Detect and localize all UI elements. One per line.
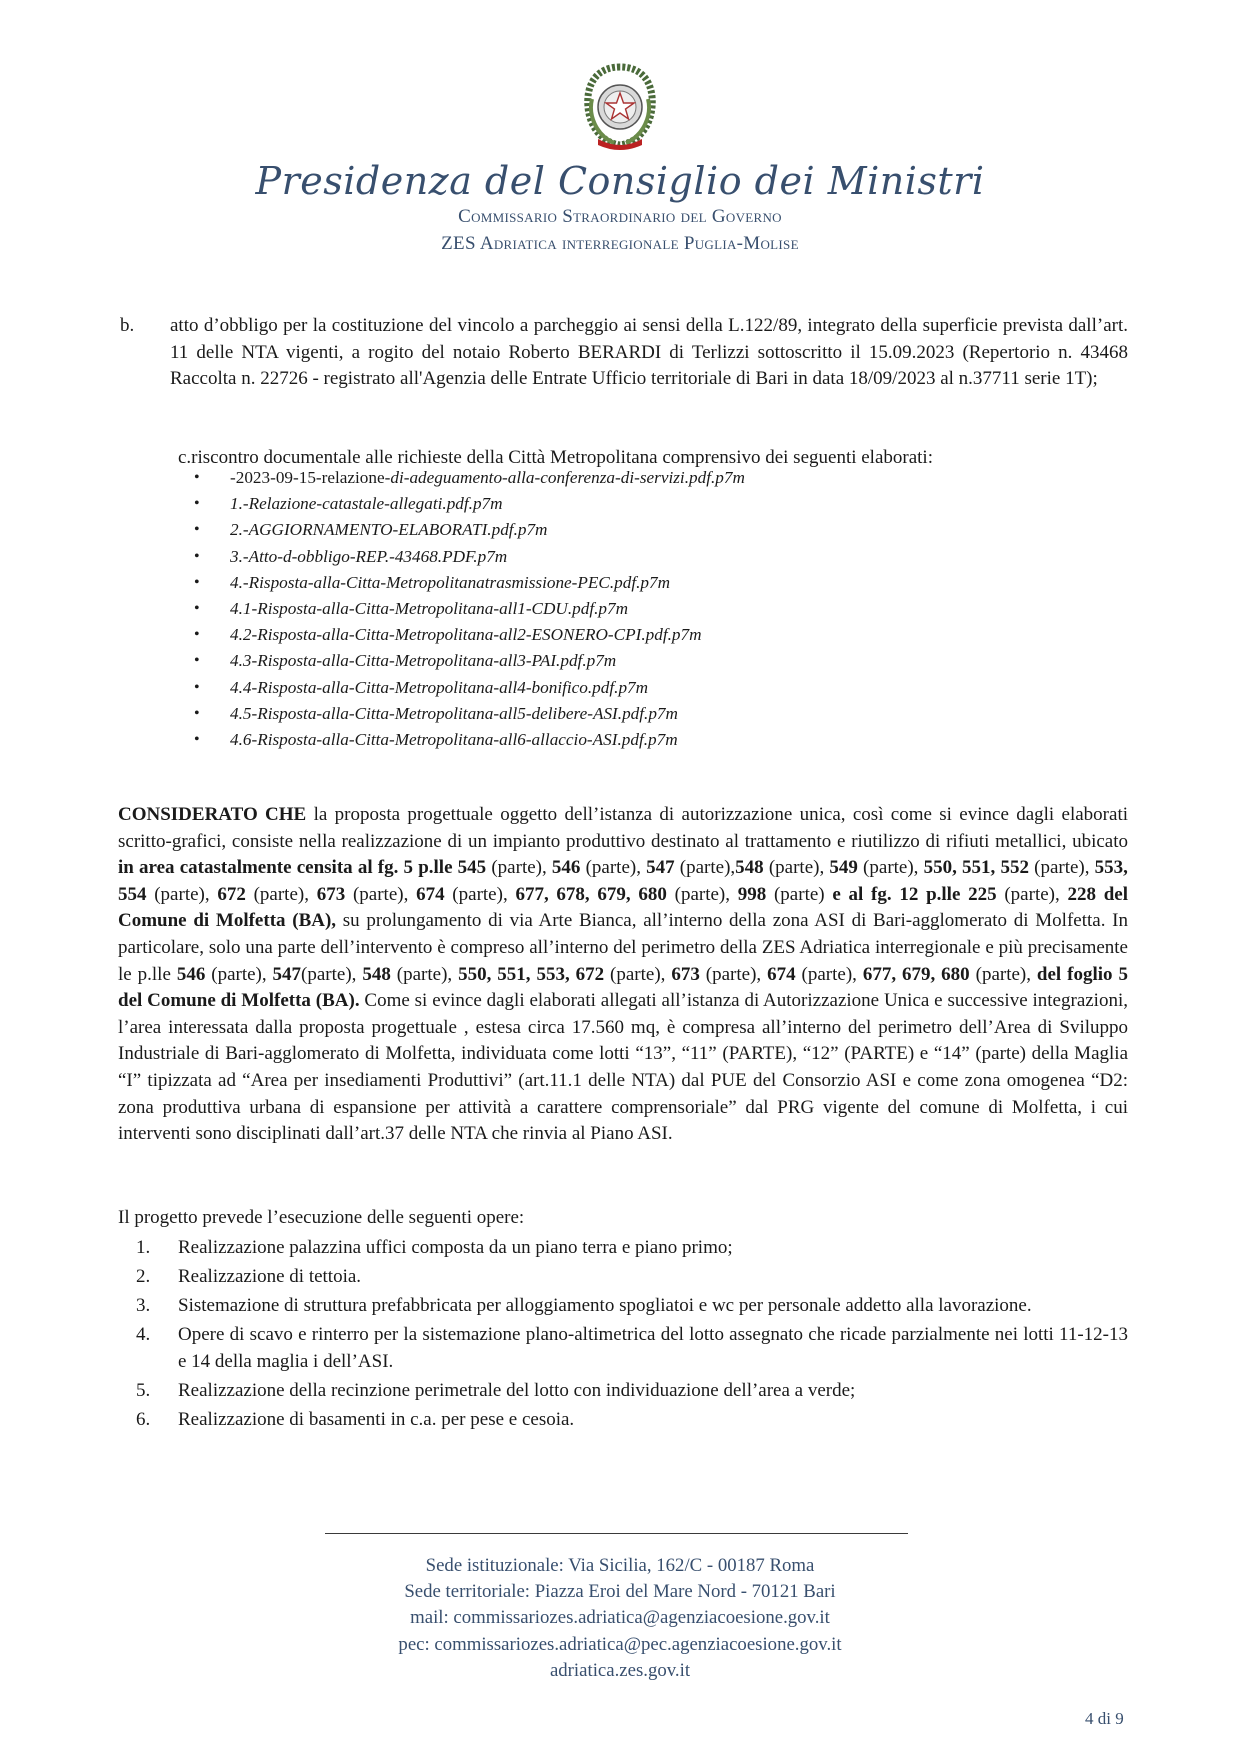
letterhead <box>0 55 1240 257</box>
page-number: 4 di 9 <box>1085 1709 1124 1728</box>
office-line-2: ZES Adriatica interregionale Puglia-Molise <box>441 233 799 254</box>
list-item: 5. Realizzazione della recinzione perimetrale del lotto con individuazione dell’area a verde; <box>136 1379 856 1401</box>
list-item: • 4.5-Risposta-alla-Citta-Metropolitana-all5-delibere-ASI.pdf.p7m <box>180 701 745 727</box>
list-item: • 4.-Risposta-alla-Citta-Metropolitanatrasmissione-PEC.pdf.p7m <box>180 570 745 596</box>
list-item: • 4.1-Risposta-alla-Citta-Metropolitana-all1-CDU.pdf.p7m <box>180 596 745 622</box>
file-name-prefix: -2023-09-15-relazione- <box>230 468 391 487</box>
list-item-text: atto d’obbligo per la costituzione del vincolo a parcheggio ai sensi della L.122/89, integrato della superficie prevista dall’art. 11 delle NTA vigenti, a rogito del notaio Roberto BERARDI di Terlizzi sottoscritto il 15.09.2023 (Repertorio n. 43468 Raccolta n. 22726 - registrato all'Agenzia delle Entrate Ufficio territoriale di Bari in data 18/09/2023 al n.37711 serie 1T); <box>170 315 1128 390</box>
file-name-suffix: di-adeguamento-alla-conferenza-di-servizi.pdf.p7m <box>390 468 745 487</box>
works-list <box>122 1235 1128 1436</box>
list-item: 4. Opere di scavo e rinterro per la sistemazione plano-altimetrica del lotto assegnato che ricade parzialmente nei lotti 11-12-13 e 14 della maglia i dell’ASI. <box>136 1324 1128 1372</box>
list-item: • 4.3-Risposta-alla-Citta-Metropolitana-all3-PAI.pdf.p7m <box>180 648 745 674</box>
footer <box>0 1553 1240 1684</box>
list-item: • 3.-Atto-d-obbligo-REP.-43468.PDF.p7m <box>180 544 745 570</box>
ministry-title: Presidenza del Consiglio dei Ministri <box>255 159 985 203</box>
italian-republic-emblem-icon <box>578 55 662 151</box>
list-item: • 4.2-Risposta-alla-Citta-Metropolitana-all2-ESONERO-CPI.pdf.p7m <box>180 622 745 648</box>
list-item: • 1.-Relazione-catastale-allegati.pdf.p7m <box>180 491 745 517</box>
list-item <box>180 465 745 491</box>
office-line-1: Commissario Straordinario del Governo <box>458 206 782 227</box>
list-item: 6. Realizzazione di basamenti in c.a. per pese e cesoia. <box>136 1408 575 1430</box>
list-item-c: c.riscontro documentale alle richieste della Città Metropolitana comprensivo dei seguenti elaborati: <box>178 447 933 468</box>
list-item: 3. Sistemazione di struttura prefabbricata per alloggiamento spogliatoi e wc per personale addetto alla lavorazione. <box>136 1295 1032 1316</box>
list-item: • 4.4-Risposta-alla-Citta-Metropolitana-all4-bonifico.pdf.p7m <box>180 675 745 701</box>
considerato-paragraph: CONSIDERATO CHE la proposta progettuale oggetto dell’istanza di autorizzazione unica, così come si evince dagli elaborati scritto-grafici, consiste nella realizzazione di un impianto produttivo destinato al trattamento e riutilizzo di rifiuti metallici, ubicato in area catastalmente censita al fg. 5 p.lle 545 (parte), 546 (parte), 547 (parte),548 (parte), 549 (parte), 550, 551, 552 (parte), 553, 554 (parte), 672 (parte), 673 (parte), 674 (parte), 677, 678, 679, 680 (parte), 998 (parte) e al fg. 12 p.lle 225 (parte), 228 del Comune di Molfetta (BA), su prolungamento di via Arte Bianca, all’interno della zona ASI di Bari-agglomerato di Molfetta. In particolare, solo una parte dell’intervento è compreso all’interno del perimetro della ZES Adriatica interregionale e più precisamente le p.lle 546 (parte), 547(parte), 548 (parte), 550, 551, 553, 672 (parte), 673 (parte), 674 (parte), 677, 679, 680 (parte), del foglio 5 del Comune di Molfetta (BA). Come si evince dagli elaborati allegati all’istanza di Autorizzazione Unica e successive integrazioni, l’area interessata dalla proposta progettuale , estesa circa 17.560 mq, è compresa all’interno del perimetro dell’Area di Sviluppo Industriale di Bari-agglomerato di Molfetta, individuata come lotti “13”, “11” (PARTE), “12” (PARTE) e “14” (parte) della Maglia “I” tipizzata ad “Area per insediamenti Produttivi” (art.11.1 delle NTA) dal PUE del Consorzio ASI e come zona omogenea “D2: zona produttiva urbana di espansione per attività a carattere comprensoriale” dal PRG vigente del comune di Molfetta, i cui interventi sono disciplinati dall’art.37 delle NTA che rinvia al Piano ASI. <box>118 804 1129 1145</box>
attachment-file-list <box>180 465 745 753</box>
footer-address-main: Sede istituzionale: Via Sicilia, 162/C - 00187 Roma <box>425 1555 815 1576</box>
list-marker: b. <box>120 315 135 336</box>
footer-mail: mail: commissariozes.adriatica@agenziacoesione.gov.it <box>410 1607 830 1629</box>
list-item: • 2.-AGGIORNAMENTO-ELABORATI.pdf.p7m <box>180 517 745 543</box>
list-item: 2. Realizzazione di tettoia. <box>136 1266 362 1287</box>
works-intro: Il progetto prevede l’esecuzione delle seguenti opere: <box>118 1207 525 1228</box>
footer-website: adriatica.zes.gov.it <box>549 1659 691 1681</box>
footer-pec: pec: commissariozes.adriatica@pec.agenziacoesione.gov.it <box>398 1633 842 1655</box>
list-item: 1. Realizzazione palazzina uffici composta da un piano terra e piano primo; <box>136 1237 733 1258</box>
footer-address-territorial: Sede territoriale: Piazza Eroi del Mare Nord - 70121 Bari <box>404 1581 836 1603</box>
footer-divider <box>325 1533 908 1534</box>
list-item: • 4.6-Risposta-alla-Citta-Metropolitana-all6-allaccio-ASI.pdf.p7m <box>180 727 745 753</box>
list-item-b <box>120 313 1128 393</box>
